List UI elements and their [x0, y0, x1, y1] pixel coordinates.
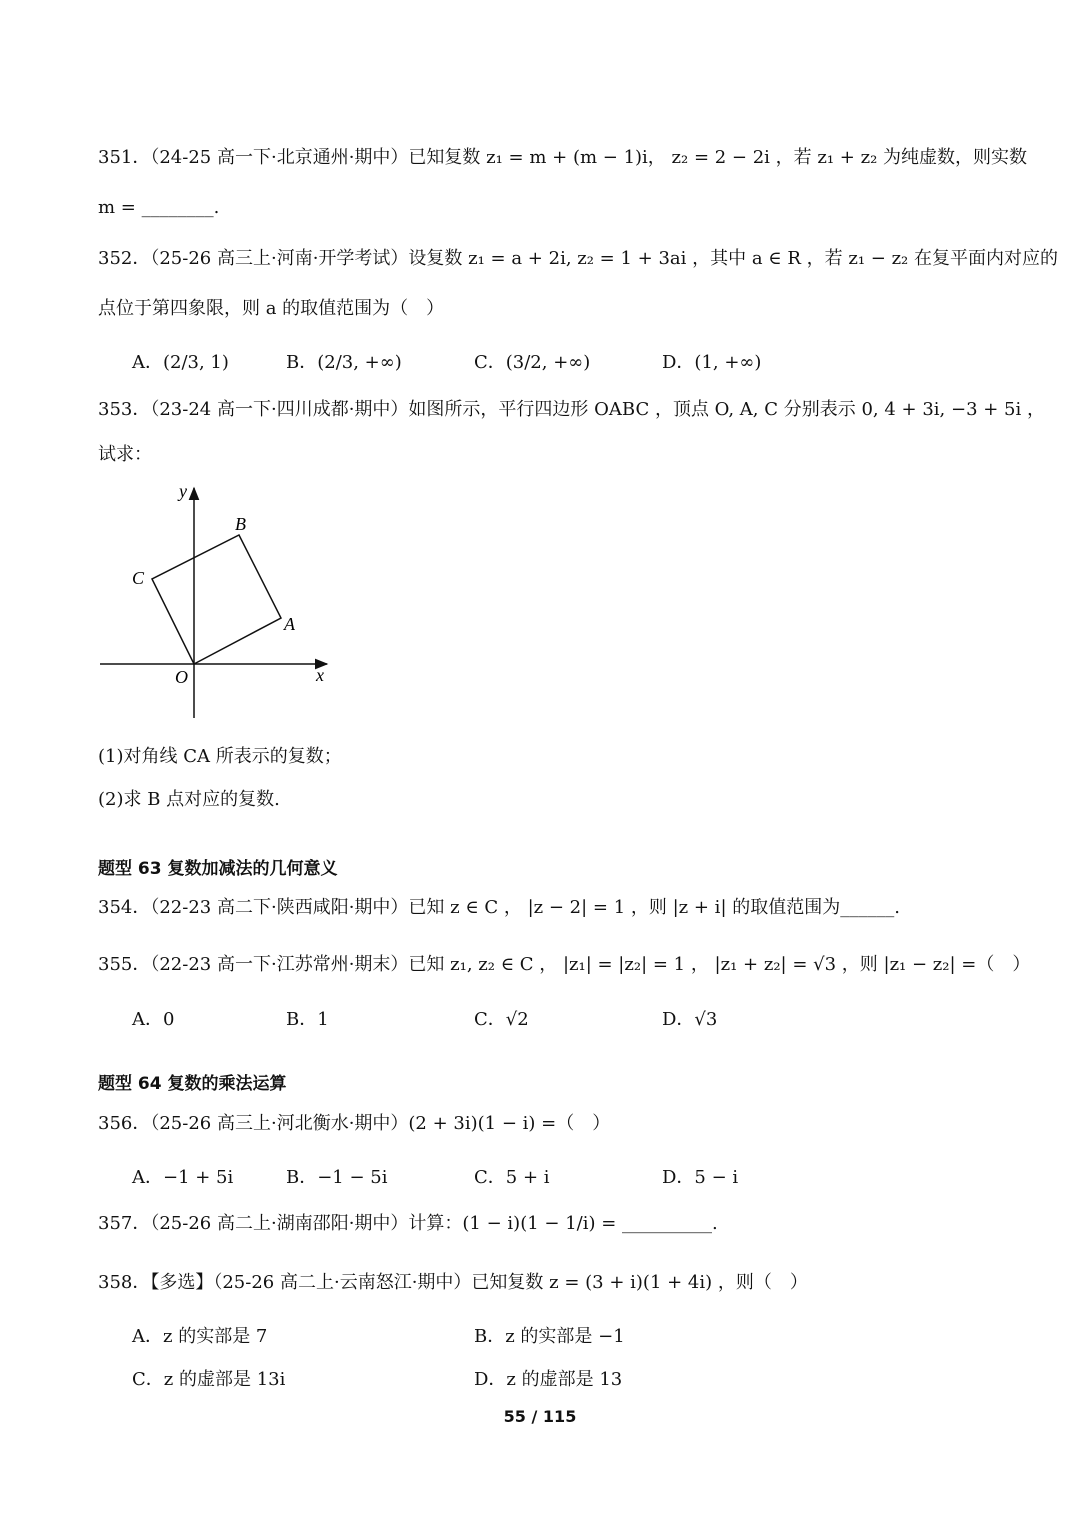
y-axis-label: y: [179, 481, 187, 501]
q356-option-d: D．5 − i: [662, 1167, 739, 1188]
q352-option-b: B．(2/3, +∞): [286, 352, 402, 373]
question-357-line1: 357．（25-26 高二上·湖南邵阳·期中）计算：(1 − i)(1 − 1/i) = __________.: [98, 1213, 718, 1234]
question-353-line1: 353．（23-24 高一下·四川成都·期中）如图所示，平行四边形 OABC ，顶点 O, A, C 分别表示 0, 4 + 3i, −3 + 5i ，: [98, 399, 1045, 420]
point-c-label: C: [132, 568, 145, 588]
question-351-line1: 351．（24-25 高一下·北京通州·期中）已知复数 z₁ = m + (m − 1)i， z₂ = 2 − 2i ，若 z₁ + z₂ 为纯虚数，则实数: [98, 147, 1028, 168]
q355-option-d: D．√3: [662, 1009, 718, 1030]
q352-option-a: A．(2/3, 1): [132, 352, 229, 373]
point-b-label: B: [235, 514, 246, 534]
question-358-line1: 358．【多选】（25-26 高二上·云南怒江·期中）已知复数 z = (3 + i)(1 + 4i) ，则（ ）: [98, 1272, 808, 1293]
q356-option-a: A．−1 + 5i: [132, 1167, 234, 1188]
q355-option-c: C．√2: [474, 1009, 529, 1030]
page-number: 55 / 115: [503, 1407, 577, 1426]
point-o-label: O: [175, 667, 188, 687]
q355-option-b: B．1: [286, 1009, 329, 1030]
q358-option-b: B．z 的实部是 −1: [474, 1326, 625, 1347]
question-353-line2: 试求：: [98, 444, 152, 465]
question-352-line1: 352．（25-26 高三上·河南·开学考试）设复数 z₁ = a + 2i, z₂ = 1 + 3ai ，其中 a ∈ R ，若 z₁ − z₂ 在复平面内对应的: [98, 248, 1058, 269]
question-353-sub1: (1)对角线 CA 所表示的复数；: [98, 746, 342, 767]
point-a-label: A: [284, 614, 295, 634]
parallelogram-oabc: [152, 535, 281, 664]
x-axis-label: x: [316, 665, 324, 685]
question-351-line2: m = ________.: [98, 197, 220, 218]
q352-option-d: D．(1, +∞): [662, 352, 762, 373]
question-353-sub2: (2)求 B 点对应的复数.: [98, 789, 280, 810]
q356-option-b: B．−1 − 5i: [286, 1167, 388, 1188]
question-354-line1: 354．（22-23 高二下·陕西咸阳·期中）已知 z ∈ C ， |z − 2| = 1 ，则 |z + i| 的取值范围为______.: [98, 897, 900, 918]
section-64-heading: 题型 64 复数的乘法运算: [98, 1074, 287, 1094]
section-63-heading: 题型 63 复数加减法的几何意义: [98, 859, 338, 879]
question-352-line2: 点位于第四象限，则 a 的取值范围为（ ）: [98, 298, 445, 319]
question-355-line1: 355．（22-23 高一下·江苏常州·期末）已知 z₁, z₂ ∈ C ， |z₁| = |z₂| = 1 ， |z₁ + z₂| = √3 ，则 |z₁ − z₂| =（ ）: [98, 954, 1031, 975]
q356-option-c: C．5 + i: [474, 1167, 550, 1188]
parallelogram-figure: [95, 478, 340, 723]
q358-option-c: C．z 的虚部是 13i: [132, 1369, 286, 1390]
q358-option-a: A．z 的实部是 7: [132, 1326, 268, 1347]
q355-option-a: A．0: [132, 1009, 175, 1030]
question-356-line1: 356．（25-26 高三上·河北衡水·期中）(2 + 3i)(1 − i) =（ ）: [98, 1113, 611, 1134]
q358-option-d: D．z 的虚部是 13: [474, 1369, 623, 1390]
q352-option-c: C．(3/2, +∞): [474, 352, 591, 373]
